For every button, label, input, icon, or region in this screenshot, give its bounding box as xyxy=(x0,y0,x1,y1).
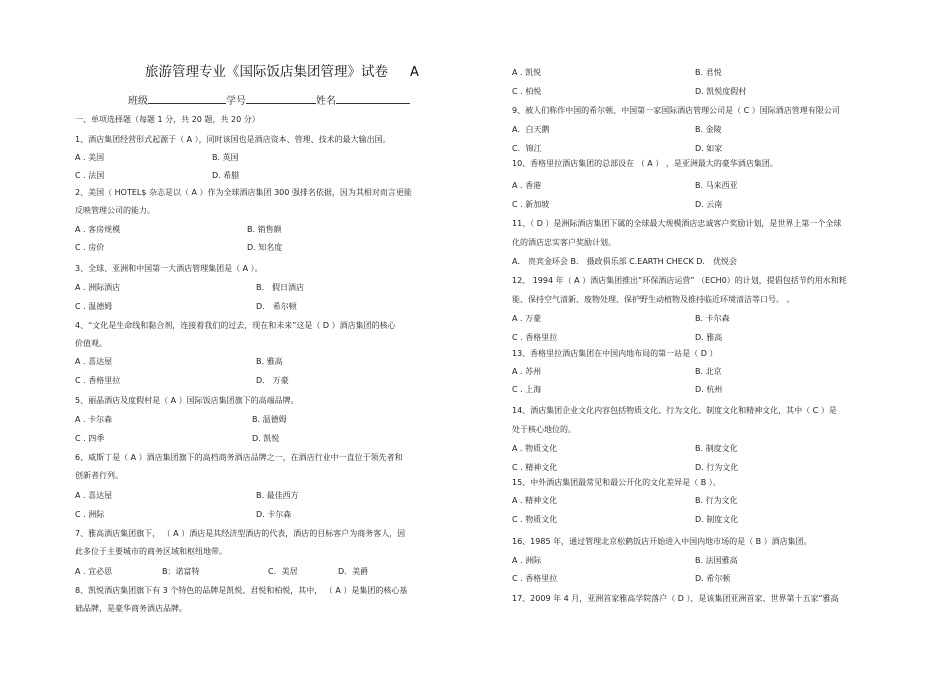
class-label: 班级 xyxy=(128,96,148,107)
option-a: A . 凯悦 xyxy=(512,68,542,77)
paper-version: A xyxy=(410,65,419,80)
option-a: A．白天鹅 xyxy=(512,125,550,134)
option-d: D. 希尔顿 xyxy=(695,574,731,583)
name-blank xyxy=(336,93,410,104)
option-c: C . 房价 xyxy=(75,243,105,252)
question-4-cont: 价值观。 xyxy=(75,339,107,348)
option-c: C．锦江 xyxy=(512,144,542,153)
question-15: 15、中外酒店集团最常见和最公开化的文化差异是（ B ）。 xyxy=(512,478,721,487)
option-a: A . 洲际酒店 xyxy=(75,283,121,292)
option-c: C . 四季 xyxy=(75,434,105,443)
option-a: A . 万豪 xyxy=(512,314,542,323)
exam-title xyxy=(145,64,419,81)
option-c: C . 温德姆 xyxy=(75,302,113,311)
question-7: 7、雅高酒店集团旗下， （ A ）酒店是其经济型酒店的代表，酒店的目标客户为商务客人，因 xyxy=(75,529,406,538)
option-b: B. 马来西亚 xyxy=(695,181,738,190)
option-c: C . 上海 xyxy=(512,385,542,394)
option-b: B. 英国 xyxy=(212,153,239,162)
question-10: 10、香格里拉酒店集团的总部设在 （ A ） ，是亚洲最大的豪华酒店集团。 xyxy=(512,159,778,168)
question-17: 17、2009 年 4 月，亚洲首家雅高学院落户（ D ），是该集团亚洲首家、世界第十五家“雅高 xyxy=(512,594,839,603)
question-8: 8、凯悦酒店集团旗下有 3 个特色的品牌是凯悦、君悦和柏悦，其中， （ A ）是集团的核心基 xyxy=(75,586,408,595)
option-b: B. 北京 xyxy=(695,367,722,376)
option-d: D. 希腊 xyxy=(212,171,240,180)
question-6-cont: 创新者行列。 xyxy=(75,471,123,480)
option-c: C . 香格里拉 xyxy=(512,574,558,583)
option-a: A . 美国 xyxy=(75,153,105,162)
question-11-cont: 化的酒店忠实客户奖励计划。 xyxy=(512,238,616,247)
student-id-blank xyxy=(246,93,316,104)
student-info-line xyxy=(128,93,410,108)
option-d: D. 制度文化 xyxy=(695,515,739,524)
option-b: B. 法国雅高 xyxy=(695,556,738,565)
option-d: D. 云南 xyxy=(695,200,723,209)
question-1: 1、酒店集团经营形式起源于（ A ），同时该国也是酒店资本、管理、技术的最大输出国。 xyxy=(75,135,391,144)
question-11-options: A． 贵宾金环会 B． 摄政俱乐部 C.EARTH CHECK D． 优悦会 xyxy=(512,257,737,266)
option-a: A . 喜达屋 xyxy=(75,491,113,500)
option-c: C . 香格里拉 xyxy=(75,376,121,385)
option-d: D. 行为文化 xyxy=(695,463,739,472)
option-a: A . 卡尔森 xyxy=(75,415,113,424)
question-6: 6、威斯丁是（ A ）酒店集团旗下的高档商务酒店品牌之一，在酒店行业中一直位于领先者和 xyxy=(75,453,403,462)
option-b: B：诺富特 xyxy=(162,567,200,576)
option-b: B. 温德姆 xyxy=(252,415,287,424)
question-4: 4、“文化是生命线和黏合剂，连接着我们的过去，现在和未来”这是（ D ）酒店集团的核心 xyxy=(75,321,396,330)
option-c: C . 香格里拉 xyxy=(512,333,558,342)
question-16: 16、1985 年，通过管理北京松鹤饭店开始进入中国内地市场的是（ B ）酒店集团。 xyxy=(512,537,812,546)
question-13: 13、香格里拉酒店集团在中国内地布局的第一站是（ D ） xyxy=(512,349,718,358)
option-d: D. 凯悦度假村 xyxy=(695,87,747,96)
question-12: 12、 1994 年（ A ）酒店集团推出“环保酒店运营” （ECH0）的计划，提倡包括节约用水和耗 xyxy=(512,276,847,285)
question-14-cont: 处于核心地位的。 xyxy=(512,425,576,434)
question-12-cont: 能、保持空气清新、废物处理、保护野生动植物及推持临近环境清洁等口号。 。 xyxy=(512,295,795,304)
option-b: B. 金陵 xyxy=(695,125,722,134)
option-b: B. 销售额 xyxy=(247,225,282,234)
option-c: C . 精神文化 xyxy=(512,463,558,472)
option-c: C . 洲际 xyxy=(75,510,105,519)
exam-title-text: 旅游管理专业《国际饭店集团管理》试卷 xyxy=(145,64,388,80)
option-d: D. 知名度 xyxy=(247,243,283,252)
option-a: A . 洲际 xyxy=(512,556,542,565)
question-2: 2、美国（ HOTEL$ 杂志是以（ A ）作为全球酒店集团 300 强排名依据，因为其相对而言更能 xyxy=(75,188,412,197)
option-d: D. 如家 xyxy=(695,144,723,153)
option-a: A . 香港 xyxy=(512,181,542,190)
option-a: A . 客房规模 xyxy=(75,225,121,234)
option-d: D. 卡尔森 xyxy=(256,510,292,519)
option-c: C . 法国 xyxy=(75,171,105,180)
question-14: 14、酒店集团企业文化内容包括物质文化、行为文化、制度文化和精神文化，其中（ C ）是 xyxy=(512,406,837,415)
option-b: B． 假日酒店 xyxy=(256,283,305,292)
option-d: D． 希尔顿 xyxy=(256,302,297,311)
question-5: 5、丽晶酒店及度假村是（ A ）国际饭店集团旗下的高端品牌。 xyxy=(75,396,299,405)
option-d: D. 杭州 xyxy=(695,385,723,394)
option-b: B. 行为文化 xyxy=(695,496,738,505)
option-b: B. 卡尔森 xyxy=(695,314,730,323)
option-a: A . 精神文化 xyxy=(512,496,558,505)
option-d: D．美爵 xyxy=(338,567,369,576)
option-a: A . 苏州 xyxy=(512,367,542,376)
option-b: B. 君悦 xyxy=(695,68,722,77)
option-c: C . 柏悦 xyxy=(512,87,542,96)
question-9: 9、被人们称作中国的希尔顿、中国第一家国际酒店管理公司是（ C ）国际酒店管理有限公司 xyxy=(512,106,840,115)
name-label: 姓名 xyxy=(316,96,336,107)
option-d: D. 雅高 xyxy=(695,333,723,342)
option-a: A . 物质文化 xyxy=(512,444,558,453)
option-c: C．美居 xyxy=(268,567,298,576)
option-a: A . 喜达屋 xyxy=(75,357,113,366)
class-blank xyxy=(148,93,226,104)
option-b: B. 最佳西方 xyxy=(256,491,299,500)
option-c: C . 物质文化 xyxy=(512,515,558,524)
option-d: D. 凯悦 xyxy=(252,434,280,443)
question-11: 11、（ D ）是洲际酒店集团下属的全球最大规模酒店忠诚客户奖励计划，是世界上第一个全球 xyxy=(512,219,842,228)
student-id-label: 学号 xyxy=(226,96,246,107)
option-b: B. 制度文化 xyxy=(695,444,738,453)
option-a: A . 宜必思 xyxy=(75,567,113,576)
option-c: C . 新加坡 xyxy=(512,200,550,209)
option-d: D． 万豪 xyxy=(256,376,289,385)
question-3: 3、全球、亚洲和中国第一大酒店管理集团是（ A ）。 xyxy=(75,264,263,273)
question-2-cont: 反映管理公司的能力。 xyxy=(75,206,155,215)
question-7-cont: 此多位于主要城市的商务区域和枢纽地带。 xyxy=(75,547,227,556)
section-heading: 一、单项选择题（每题 1 分，共 20 题，共 20 分） xyxy=(75,115,260,124)
option-b: B. 雅高 xyxy=(256,357,283,366)
question-8-cont: 础品牌，是豪华商务酒店品牌。 xyxy=(75,604,187,613)
